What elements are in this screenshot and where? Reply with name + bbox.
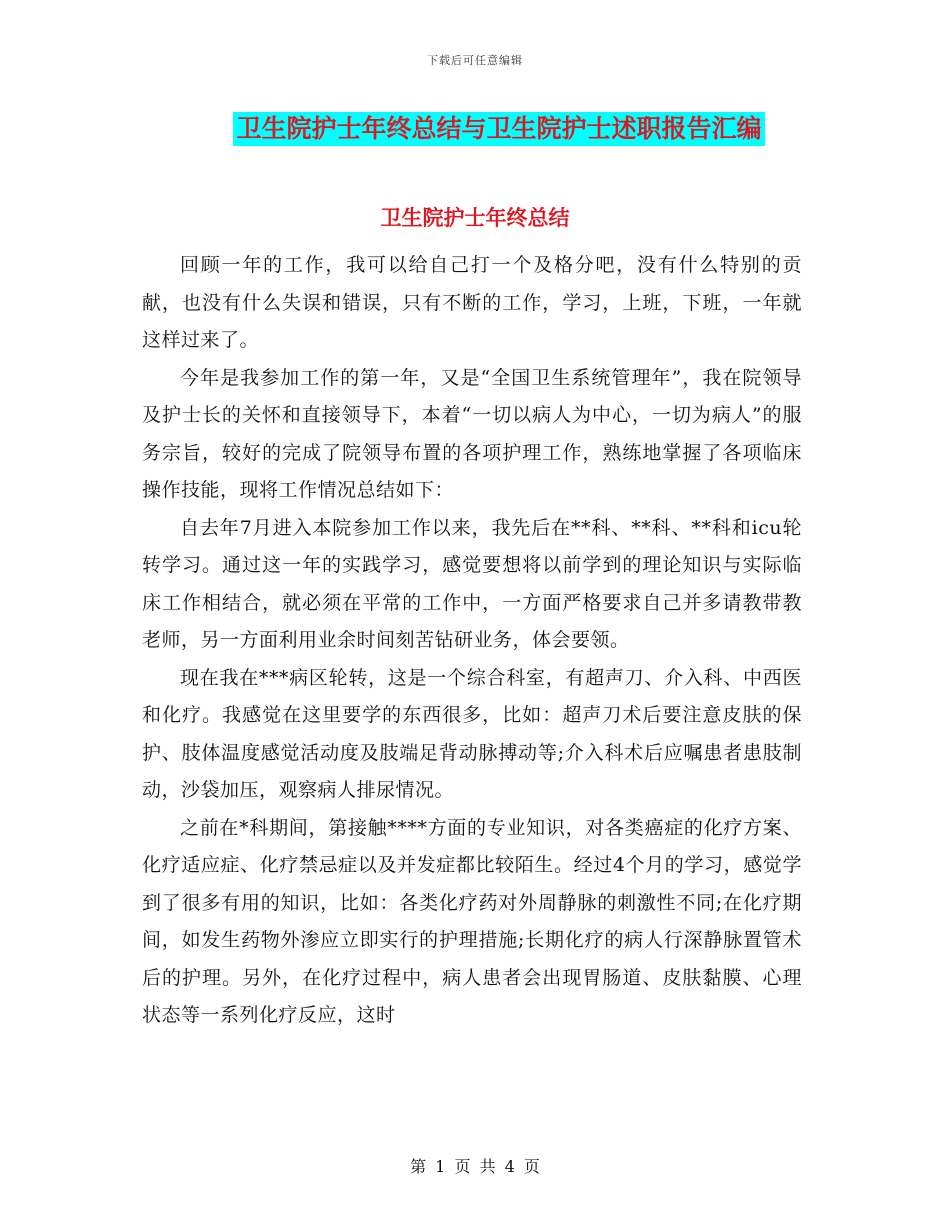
paragraph: 现在我在***病区轮转，这是一个综合科室，有超声刀、介入科、中西医和化疗。我感觉在这里要学的东西很多，比如：超声刀术后要注意皮肤的保护、肢体温度感觉活动度及肢端足背动脉搏动等;介入科术后应嘱患者患肢制动，沙袋加压，观察病人排尿情况。 [142,666,802,801]
page-header-note: 下载后可任意编辑 [427,54,523,67]
page-footer: 第 1 页 共 4 页 [410,1157,540,1176]
paragraph: 今年是我参加工作的第一年，又是“全国卫生系统管理年”，我在院领导及护士长的关怀和直接领导下，本着“一切以病人为中心，一切为病人”的服务宗旨，较好的完成了院领导布置的各项护理工作，熟练地掌握了各项临床操作技能，现将工作情况总结如下： [142,366,802,501]
document-body [142,247,802,1035]
paragraph: 回顾一年的工作，我可以给自己打一个及格分吧，没有什么特别的贡献，也没有什么失误和错误，只有不断的工作，学习，上班，下班，一年就这样过来了。 [142,254,802,351]
main-title-container [0,112,950,146]
document-title: 卫生院护士年终总结与卫生院护士述职报告汇编 [233,112,764,146]
paragraph: 自去年7月进入本院参加工作以来，我先后在**科、**科、**科和icu轮转学习。通过这一年的实践学习，感觉要想将以前学到的理论知识与实际临床工作相结合，就必须在平常的工作中，一方面严格要求自己并多请教带教老师，另一方面利用业余时间刻苦钻研业务，体会要领。 [142,516,802,651]
section-title: 卫生院护士年终总结 [380,206,570,230]
paragraph: 之前在*科期间，第接触****方面的专业知识，对各类癌症的化疗方案、化疗适应症、化疗禁忌症以及并发症都比较陌生。经过4个月的学习，感觉学到了很多有用的知识，比如：各类化疗药对外周静脉的刺激性不同;在化疗期间，如发生药物外渗应立即实行的护理措施;长期化疗的病人行深静脉置管术后的护理。另外，在化疗过程中，病人患者会出现胃肠道、皮肤黏膜、心理状态等一系列化疗反应，这时 [142,816,802,1026]
